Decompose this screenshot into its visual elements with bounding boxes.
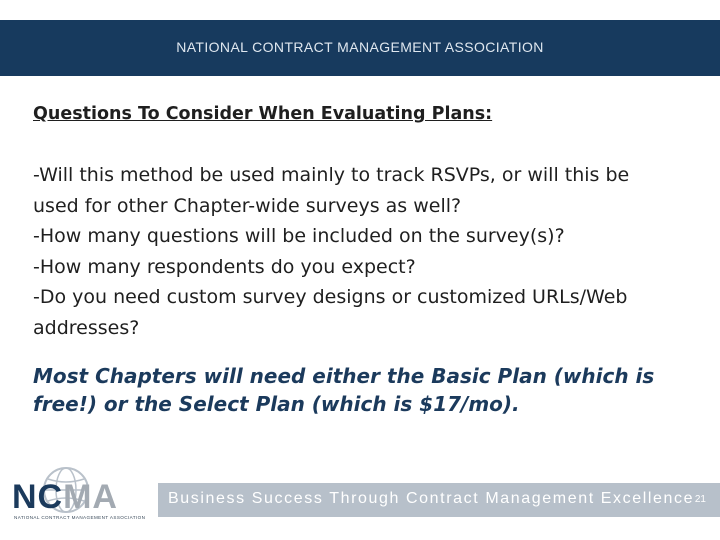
body-line: used for other Chapter-wide surveys as well? [33,194,462,217]
header-title: NATIONAL CONTRACT MANAGEMENT ASSOCIATION [176,39,544,55]
body-line: -How many questions will be included on the survey(s)? [33,225,565,247]
body-line: -How many respondents do you expect? [33,255,416,278]
callout-line: free!) or the Select Plan (which is $17/mo). [33,392,520,416]
body-line: addresses? [33,316,140,339]
callout-line: Most Chapters will need either the Basic Plan (which is [33,364,655,388]
page-number: 21 [694,494,706,505]
questions-list [33,160,713,343]
footer-bar [158,483,720,517]
logo-wordmark [12,480,118,514]
ncma-logo [12,466,152,520]
logo-letters-ma: MA [63,478,118,516]
body-line: -Do you need custom survey designs or customized URLs/Web [33,286,628,308]
logo-letters-nc: NC [12,478,64,516]
plan-recommendation [33,362,713,418]
slide-heading: Questions To Consider When Evaluating Plans: [33,104,493,124]
body-line: -Will this method be used mainly to track RSVPs, or will this be [33,164,630,186]
footer-tagline: Business Success Through Contract Management Excellence [168,490,695,507]
header-bar [0,20,720,76]
logo-subtext: NATIONAL CONTRACT MANAGEMENT ASSOCIATION [14,515,146,520]
